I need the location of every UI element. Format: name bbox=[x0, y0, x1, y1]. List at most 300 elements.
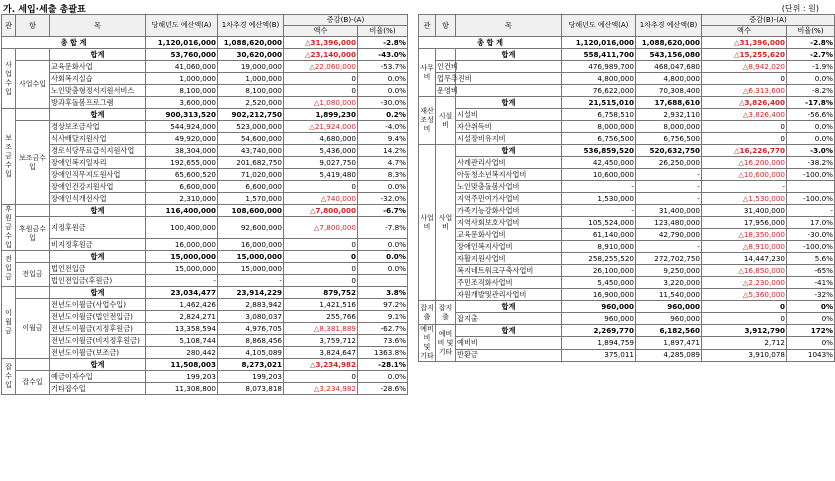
hang-label: 잡수입 bbox=[16, 371, 50, 395]
cell-revised: 19,000,000 bbox=[218, 61, 284, 73]
subtotal-current: 15,000,000 bbox=[146, 251, 218, 263]
subtotal-current: 900,313,520 bbox=[146, 109, 218, 121]
cell-ratio: 5.6% bbox=[787, 253, 835, 265]
header-row bbox=[419, 15, 835, 26]
cell-revised: 468,047,680 bbox=[636, 61, 702, 73]
hang-label: 사업수입 bbox=[16, 61, 50, 109]
grand-total-revised: 1,088,620,000 bbox=[636, 37, 702, 49]
cell-ratio: -100.0% bbox=[787, 169, 835, 181]
grand-total-label: 총 합 계 bbox=[2, 37, 146, 49]
grand-total-revised: 1,088,620,000 bbox=[218, 37, 284, 49]
table-row bbox=[419, 253, 835, 265]
cell-current: 15,000,000 bbox=[146, 263, 218, 275]
header-row bbox=[2, 15, 408, 26]
subtotal-row bbox=[2, 359, 408, 371]
subtotal-ratio: 0.2% bbox=[358, 109, 408, 121]
mok-label: 식사배달지원사업 bbox=[50, 133, 146, 145]
subtotal-ratio: 0.0% bbox=[358, 251, 408, 263]
table-row bbox=[419, 289, 835, 301]
cell-amount: 5,436,000 bbox=[284, 145, 358, 157]
grand-total-current: 1,120,016,000 bbox=[146, 37, 218, 49]
cell-current: 16,900,000 bbox=[562, 289, 636, 301]
cell-current: 10,600,000 bbox=[562, 169, 636, 181]
cell-ratio: -7.8% bbox=[358, 217, 408, 239]
header-amount: 액수 bbox=[284, 26, 358, 37]
mok-label: 전년도이월금(비지정후원금) bbox=[50, 335, 146, 347]
cell-current: 1,000,000 bbox=[146, 73, 218, 85]
cell-current: 5,108,744 bbox=[146, 335, 218, 347]
mok-label: 법인전입금(후원금) bbox=[50, 275, 146, 287]
cell-ratio: 97.2% bbox=[358, 299, 408, 311]
mok-label: 예금이자수입 bbox=[50, 371, 146, 383]
cell-ratio: 17.0% bbox=[787, 217, 835, 229]
table-row bbox=[2, 97, 408, 109]
subtotal-current: 536,859,520 bbox=[562, 145, 636, 157]
cell-amount: △3,826,400 bbox=[702, 109, 787, 121]
table-row bbox=[2, 121, 408, 133]
grand-total-row bbox=[419, 37, 835, 49]
cell-ratio: -56.6% bbox=[787, 109, 835, 121]
cell-amount: △2,230,000 bbox=[702, 277, 787, 289]
subtotal-amount: 0 bbox=[702, 301, 787, 313]
table-row bbox=[419, 73, 835, 85]
mok-label: 교육문화사업 bbox=[50, 61, 146, 73]
cell-revised: 1,570,000 bbox=[218, 193, 284, 205]
hang-label: 업무추진비 bbox=[437, 73, 472, 83]
cell-current: 16,000,000 bbox=[146, 239, 218, 251]
cell-revised: 26,250,000 bbox=[636, 157, 702, 169]
mok-label: 전년도이월금(보조금) bbox=[50, 347, 146, 359]
cell-amount: △8,942,020 bbox=[702, 61, 787, 73]
cell-revised: 201,682,750 bbox=[218, 157, 284, 169]
table-row bbox=[2, 323, 408, 335]
cell-ratio bbox=[787, 181, 835, 193]
cell-ratio: 0.0% bbox=[358, 371, 408, 383]
subtotal-label: 합계 bbox=[456, 301, 562, 313]
cell-current: 6,600,000 bbox=[146, 181, 218, 193]
unit-label: (단위 : 원) bbox=[781, 4, 819, 13]
cell-current: 192,655,000 bbox=[146, 157, 218, 169]
cell-ratio: 9.1% bbox=[358, 311, 408, 323]
cell-revised: 3,220,000 bbox=[636, 277, 702, 289]
table-row bbox=[2, 169, 408, 181]
cell-amount: 3,910,078 bbox=[702, 349, 787, 361]
table-row bbox=[2, 263, 408, 275]
cell-current: 105,524,000 bbox=[562, 217, 636, 229]
cell-revised: - bbox=[218, 275, 284, 287]
cell-ratio: -65% bbox=[787, 265, 835, 277]
subtotal-amount: 3,912,790 bbox=[702, 325, 787, 337]
cell-current: - bbox=[146, 275, 218, 287]
header-current-budget: 당해년도 예산액(A) bbox=[146, 15, 218, 37]
cell-revised: 1,000,000 bbox=[218, 73, 284, 85]
cell-ratio: -100.0% bbox=[787, 193, 835, 205]
cell-amount: 3,824,647 bbox=[284, 347, 358, 359]
cell-revised: 8,000,000 bbox=[636, 121, 702, 133]
expenditure-table bbox=[418, 14, 835, 362]
cell-ratio: 0.0% bbox=[787, 73, 835, 85]
cell-revised: 16,000,000 bbox=[218, 239, 284, 251]
subtotal-label: 합계 bbox=[456, 325, 562, 337]
subtotal-label: 합계 bbox=[50, 109, 146, 121]
subtotal-ratio: 0% bbox=[787, 301, 835, 313]
cell-ratio: 0.0% bbox=[358, 181, 408, 193]
cell-current: - bbox=[562, 181, 636, 193]
mok-label: 전년도이월금(지정후원금) bbox=[50, 323, 146, 335]
mok-label: 기타잡수입 bbox=[50, 383, 146, 395]
table-row bbox=[419, 169, 835, 181]
table-row bbox=[419, 85, 835, 97]
cell-amount: 1,421,516 bbox=[284, 299, 358, 311]
cell-ratio: -28.6% bbox=[358, 383, 408, 395]
mok-label: 장애인직무지도원사업 bbox=[50, 169, 146, 181]
table-row bbox=[2, 181, 408, 193]
subtotal-ratio: -3.0% bbox=[787, 145, 835, 157]
subtotal-row bbox=[419, 145, 835, 157]
gwan-label: 전입금 bbox=[2, 251, 16, 287]
cell-revised: 199,203 bbox=[218, 371, 284, 383]
cell-ratio: -1.9% bbox=[787, 61, 835, 73]
cell-ratio: - bbox=[787, 205, 835, 217]
subtotal-ratio: -6.7% bbox=[358, 205, 408, 217]
cell-revised: 6,600,000 bbox=[218, 181, 284, 193]
hang-label: 잡지출 bbox=[436, 301, 456, 325]
gwan-label: 보조금수입 bbox=[2, 109, 16, 205]
subtotal-ratio: 3.8% bbox=[358, 287, 408, 299]
grand-total-row bbox=[2, 37, 408, 49]
grand-total-amount: △31,396,000 bbox=[284, 37, 358, 49]
subtotal-ratio: -2.7% bbox=[787, 49, 835, 61]
table-row bbox=[419, 217, 835, 229]
subtotal-row bbox=[2, 287, 408, 299]
cell-amount: 0 bbox=[702, 121, 787, 133]
page-header bbox=[0, 0, 835, 14]
cell-ratio: 0.0% bbox=[358, 85, 408, 97]
spacer-cell bbox=[16, 359, 50, 371]
mok-label: 전년도이월금(법인전입금) bbox=[50, 311, 146, 323]
cell-amount: △22,060,000 bbox=[284, 61, 358, 73]
cell-amount: △5,360,000 bbox=[702, 289, 787, 301]
gwan-label: 잡수입 bbox=[2, 359, 16, 395]
mok-label: 전년도이월금(사업수입) bbox=[50, 299, 146, 311]
table-row bbox=[2, 383, 408, 395]
mok-label: 시설비 bbox=[456, 109, 562, 121]
cell-revised: 9,250,000 bbox=[636, 265, 702, 277]
cell-ratio: 0.0% bbox=[358, 263, 408, 275]
mok-label: 예비비 bbox=[456, 337, 562, 349]
cell-current: 26,100,000 bbox=[562, 265, 636, 277]
cell-revised: 523,000,000 bbox=[218, 121, 284, 133]
gwan-label: 사업비 bbox=[419, 145, 436, 301]
gwan-label: 이월금 bbox=[2, 287, 16, 359]
mok-label bbox=[456, 85, 562, 97]
gwan-label: 잡지출 bbox=[419, 301, 436, 325]
subtotal-current: 558,411,700 bbox=[562, 49, 636, 61]
cell-ratio: 0.0% bbox=[787, 121, 835, 133]
gwan-label: 사업수입 bbox=[2, 49, 16, 109]
cell-current: 1,894,759 bbox=[562, 337, 636, 349]
cell-revised: 70,308,400 bbox=[636, 85, 702, 97]
header-hang: 항 bbox=[16, 15, 50, 37]
cell-revised: 43,740,000 bbox=[218, 145, 284, 157]
cell-revised: - bbox=[636, 241, 702, 253]
cell-current: 38,304,000 bbox=[146, 145, 218, 157]
table-row bbox=[419, 121, 835, 133]
cell-revised: 6,756,500 bbox=[636, 133, 702, 145]
cell-amount: △740,000 bbox=[284, 193, 358, 205]
spacer-cell bbox=[16, 287, 50, 299]
subtotal-current: 23,034,477 bbox=[146, 287, 218, 299]
subtotal-revised: 6,182,560 bbox=[636, 325, 702, 337]
cell-revised: 3,080,037 bbox=[218, 311, 284, 323]
cell-current: 5,450,000 bbox=[562, 277, 636, 289]
subtotal-revised: 902,212,750 bbox=[218, 109, 284, 121]
table-row bbox=[2, 275, 408, 287]
subtotal-label: 합계 bbox=[50, 359, 146, 371]
cell-current: 199,203 bbox=[146, 371, 218, 383]
cell-current: 1,462,426 bbox=[146, 299, 218, 311]
cell-ratio: -53.7% bbox=[358, 61, 408, 73]
cell-current: 258,255,520 bbox=[562, 253, 636, 265]
hang-label: 이월금 bbox=[16, 299, 50, 359]
cell-amount: 14,447,230 bbox=[702, 253, 787, 265]
table-row bbox=[2, 157, 408, 169]
cell-ratio: -38.2% bbox=[787, 157, 835, 169]
cell-current: 280,442 bbox=[146, 347, 218, 359]
subtotal-revised: 543,156,080 bbox=[636, 49, 702, 61]
gwan-label: 예비비 및 기타 bbox=[420, 325, 434, 360]
cell-current: 1,530,000 bbox=[562, 193, 636, 205]
cell-amount: △18,350,000 bbox=[702, 229, 787, 241]
cell-ratio: -30.0% bbox=[358, 97, 408, 109]
grand-total-ratio: -2.8% bbox=[358, 37, 408, 49]
cell-revised: 4,800,000 bbox=[636, 73, 702, 85]
subtotal-ratio: 172% bbox=[787, 325, 835, 337]
subtotal-current: 11,508,003 bbox=[146, 359, 218, 371]
cell-revised: 11,540,000 bbox=[636, 289, 702, 301]
subtotal-current: 53,760,000 bbox=[146, 49, 218, 61]
cell-current: 76,622,000 bbox=[562, 85, 636, 97]
subtotal-label: 합계 bbox=[456, 97, 562, 109]
subtotal-current: 116,400,000 bbox=[146, 205, 218, 217]
table-row bbox=[2, 311, 408, 323]
gwan-label: 사무비 bbox=[419, 49, 436, 97]
hang-label: 예비비 및 기타 bbox=[436, 325, 456, 362]
header-gwan: 관 bbox=[2, 15, 16, 37]
table-row bbox=[419, 61, 835, 73]
grand-total-current: 1,120,016,000 bbox=[562, 37, 636, 49]
cell-ratio: -8.2% bbox=[787, 85, 835, 97]
spacer-cell bbox=[16, 205, 50, 217]
table-row bbox=[419, 313, 835, 325]
mok-label: 법인전입금 bbox=[50, 263, 146, 275]
table-row bbox=[419, 181, 835, 193]
table-row bbox=[419, 109, 835, 121]
table-row bbox=[419, 157, 835, 169]
table-row bbox=[419, 265, 835, 277]
cell-ratio: 9.4% bbox=[358, 133, 408, 145]
cell-revised: 123,480,000 bbox=[636, 217, 702, 229]
table-row bbox=[2, 85, 408, 97]
cell-revised: 54,600,000 bbox=[218, 133, 284, 145]
subtotal-revised: 30,620,000 bbox=[218, 49, 284, 61]
revenue-table-wrap bbox=[1, 14, 407, 481]
mok-label: 자활지원사업비 bbox=[456, 253, 562, 265]
subtotal-label: 합계 bbox=[50, 205, 146, 217]
cell-current: 49,920,000 bbox=[146, 133, 218, 145]
header-gwan: 관 bbox=[419, 15, 436, 37]
cell-revised: 8,073,818 bbox=[218, 383, 284, 395]
table-row bbox=[419, 277, 835, 289]
mok-label: 장애인복지일자리 bbox=[50, 157, 146, 169]
gwan-label: 후원금수입 bbox=[2, 205, 16, 251]
mok-label: 자산취득비 bbox=[456, 121, 562, 133]
cell-amount: △16,200,000 bbox=[702, 157, 787, 169]
table-row bbox=[2, 299, 408, 311]
cell-current: 11,308,800 bbox=[146, 383, 218, 395]
table-row bbox=[419, 193, 835, 205]
page-title: 가. 세입·세출 총괄표 bbox=[3, 5, 86, 15]
spacer-cell bbox=[16, 251, 50, 263]
cell-ratio: 4.7% bbox=[358, 157, 408, 169]
expenditure-table-wrap bbox=[418, 14, 834, 481]
cell-ratio: 0% bbox=[787, 313, 835, 325]
spacer-cell bbox=[436, 49, 456, 61]
cell-amount: 0 bbox=[284, 73, 358, 85]
grand-total-amount: △31,396,000 bbox=[702, 37, 787, 49]
mok-label: 주민조직화사업비 bbox=[456, 277, 562, 289]
header-revised-budget: 1차추경 예산액(B) bbox=[636, 15, 702, 37]
header-mok: 목 bbox=[50, 15, 146, 37]
subtotal-row bbox=[419, 325, 835, 337]
subtotal-amount: △15,255,620 bbox=[702, 49, 787, 61]
hang-label: 전입금 bbox=[16, 263, 50, 287]
cell-amount: 3,759,712 bbox=[284, 335, 358, 347]
cell-amount: △1,530,000 bbox=[702, 193, 787, 205]
mok-label: 경상보조금사업 bbox=[50, 121, 146, 133]
cell-revised: 4,976,705 bbox=[218, 323, 284, 335]
cell-current: 8,910,000 bbox=[562, 241, 636, 253]
cell-current: 544,924,000 bbox=[146, 121, 218, 133]
mok-label: 사례관리사업비 bbox=[456, 157, 562, 169]
cell-current: 4,800,000 bbox=[562, 73, 636, 85]
subtotal-ratio: -17.8% bbox=[787, 97, 835, 109]
cell-amount: 0 bbox=[702, 73, 787, 85]
subtotal-row bbox=[2, 49, 408, 61]
subtotal-row bbox=[2, 251, 408, 263]
cell-ratio: 0.0% bbox=[358, 239, 408, 251]
cell-current: 2,310,000 bbox=[146, 193, 218, 205]
cell-amount: 9,027,750 bbox=[284, 157, 358, 169]
cell-revised: 4,105,089 bbox=[218, 347, 284, 359]
cell-revised: 960,000 bbox=[636, 313, 702, 325]
table-row bbox=[2, 133, 408, 145]
subtotal-amount: 879,752 bbox=[284, 287, 358, 299]
hang-label: 운영비 bbox=[437, 85, 458, 95]
subtotal-row bbox=[419, 49, 835, 61]
cell-amount: 5,419,480 bbox=[284, 169, 358, 181]
mok-label: 장애인식개선사업 bbox=[50, 193, 146, 205]
subtotal-ratio: -43.0% bbox=[358, 49, 408, 61]
cell-ratio: 8.3% bbox=[358, 169, 408, 181]
cell-revised: 92,600,000 bbox=[218, 217, 284, 239]
cell-current: 13,358,594 bbox=[146, 323, 218, 335]
cell-amount: 0 bbox=[702, 313, 787, 325]
subtotal-revised: 108,600,000 bbox=[218, 205, 284, 217]
cell-revised: - bbox=[636, 169, 702, 181]
cell-ratio: 1363.8% bbox=[358, 347, 408, 359]
header-mok: 목 bbox=[456, 15, 562, 37]
revenue-table bbox=[1, 14, 408, 395]
cell-amount: △1,080,000 bbox=[284, 97, 358, 109]
cell-revised: 71,020,000 bbox=[218, 169, 284, 181]
cell-amount: △8,910,000 bbox=[702, 241, 787, 253]
subtotal-revised: 960,000 bbox=[636, 301, 702, 313]
subtotal-label: 합계 bbox=[456, 49, 562, 61]
subtotal-row bbox=[419, 301, 835, 313]
hang-label: 보조금수입 bbox=[16, 121, 50, 205]
subtotal-revised: 17,688,610 bbox=[636, 97, 702, 109]
cell-ratio: -41% bbox=[787, 277, 835, 289]
cell-ratio bbox=[358, 275, 408, 287]
cell-current: 3,600,000 bbox=[146, 97, 218, 109]
mok-label: 시설장비유지비 bbox=[456, 133, 562, 145]
cell-ratio: 0.0% bbox=[358, 73, 408, 85]
table-row bbox=[2, 371, 408, 383]
cell-ratio: -100.0% bbox=[787, 241, 835, 253]
cell-amount: △10,600,000 bbox=[702, 169, 787, 181]
cell-ratio: 1043% bbox=[787, 349, 835, 361]
subtotal-revised: 520,632,750 bbox=[636, 145, 702, 157]
hang-label: 인건비 bbox=[437, 61, 458, 71]
mok-label: 노인맞춤형정서지원서비스 bbox=[50, 85, 146, 97]
grand-total-ratio: -2.8% bbox=[787, 37, 835, 49]
subtotal-row bbox=[419, 97, 835, 109]
mok-label: 자원개발및관리사업비 bbox=[456, 289, 562, 301]
subtotal-current: 2,269,770 bbox=[562, 325, 636, 337]
subtotal-amount: 1,899,230 bbox=[284, 109, 358, 121]
header-current-budget: 당해년도 예산액(A) bbox=[562, 15, 636, 37]
table-row bbox=[419, 229, 835, 241]
cell-amount: 17,956,000 bbox=[702, 217, 787, 229]
mok-label: 비지정후원금 bbox=[50, 239, 146, 251]
mok-label: 교육문화사업비 bbox=[456, 229, 562, 241]
table-row bbox=[2, 193, 408, 205]
cell-amount: 255,766 bbox=[284, 311, 358, 323]
cell-ratio: 0.0% bbox=[787, 133, 835, 145]
cell-revised: 2,883,942 bbox=[218, 299, 284, 311]
cell-ratio: 0% bbox=[787, 337, 835, 349]
table-row bbox=[2, 145, 408, 157]
cell-current: 2,824,271 bbox=[146, 311, 218, 323]
subtotal-ratio: -28.1% bbox=[358, 359, 408, 371]
cell-amount: 0 bbox=[284, 371, 358, 383]
cell-current: 6,756,500 bbox=[562, 133, 636, 145]
cell-revised: 15,000,000 bbox=[218, 263, 284, 275]
subtotal-label: 합계 bbox=[50, 49, 146, 61]
mok-label: 가족기능강화사업비 bbox=[456, 205, 562, 217]
subtotal-amount: 0 bbox=[284, 251, 358, 263]
hang-label: 시설비 bbox=[436, 97, 456, 145]
cell-revised: 4,285,089 bbox=[636, 349, 702, 361]
cell-ratio: 73.6% bbox=[358, 335, 408, 347]
header-ratio: 비율(%) bbox=[358, 26, 408, 37]
cell-current: 41,060,000 bbox=[146, 61, 218, 73]
cell-ratio: -4.0% bbox=[358, 121, 408, 133]
table-row bbox=[419, 337, 835, 349]
cell-amount: - bbox=[702, 181, 787, 193]
subtotal-revised: 23,914,229 bbox=[218, 287, 284, 299]
